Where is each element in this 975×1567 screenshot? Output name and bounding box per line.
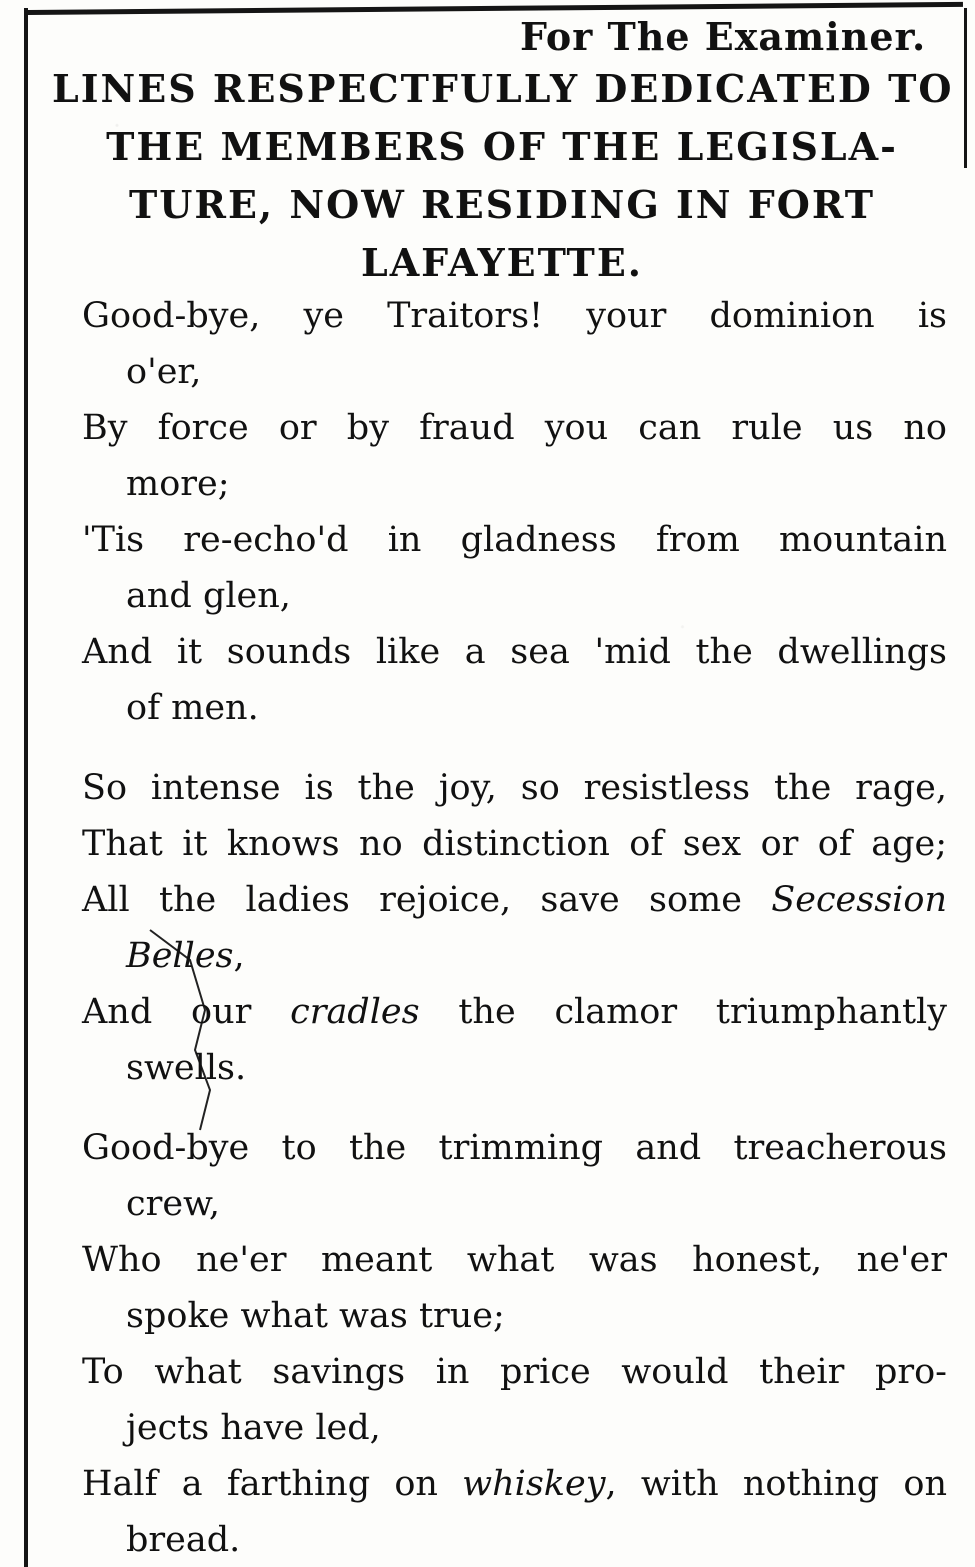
- verse-line: Good-bye to the trimming and treacherous: [82, 1128, 947, 1168]
- stanza: [82, 760, 947, 1096]
- verse-text: the clamor triumphantly: [419, 992, 947, 1032]
- source-line: For The Examiner.: [520, 14, 927, 59]
- verse-text: All the ladies rejoice, save some: [82, 880, 772, 920]
- verse-line-continuation: swells.: [126, 1048, 247, 1088]
- verse-text: ,: [233, 936, 245, 976]
- poem-title: [52, 60, 952, 292]
- stanza: [82, 288, 947, 736]
- verse-italic: cradles: [290, 992, 420, 1032]
- verse-line: That it knows no distinction of sex or of age;: [82, 824, 947, 864]
- verse-line: Who ne'er meant what was honest, ne'er: [82, 1240, 947, 1280]
- verse-line: [82, 1456, 947, 1512]
- stanza: [82, 1120, 947, 1567]
- verse-text: And our: [82, 992, 291, 1032]
- verse-text: , with nothing on: [605, 1464, 947, 1504]
- verse-line: So intense is the joy, so resistless the rage,: [82, 768, 947, 808]
- verse-line-continuation: o'er,: [126, 352, 202, 392]
- verse-line-continuation: of men.: [126, 688, 259, 728]
- verse-italic: whiskey: [462, 1464, 606, 1504]
- verse-line: And it sounds like a sea 'mid the dwellings: [82, 632, 947, 672]
- verse-line-continuation: crew,: [126, 1184, 220, 1224]
- left-border-rule: [24, 8, 28, 1567]
- verse-line: 'Tis re-echo'd in gladness from mountain: [82, 520, 947, 560]
- verse-line-continuation: and glen,: [126, 576, 291, 616]
- verse-line-continuation: [82, 928, 947, 984]
- verse-line-continuation: spoke what was true;: [126, 1296, 505, 1336]
- poem-body: [82, 288, 947, 1567]
- title-line: THE MEMBERS OF THE LEGISLA-: [106, 124, 898, 169]
- verse-line-continuation: bread.: [126, 1520, 241, 1560]
- verse-line-continuation: jects have led,: [126, 1408, 381, 1448]
- title-line: LAFAYETTE.: [360, 240, 644, 285]
- verse-line: Good-bye, ye Traitors! your dominion is: [82, 296, 947, 336]
- verse-text: Half a farthing on: [82, 1464, 463, 1504]
- verse-line-continuation: more;: [126, 464, 230, 504]
- verse-line: To what savings in price would their pro-: [82, 1352, 947, 1392]
- title-line: LINES RESPECTFULLY DEDICATED TO: [52, 66, 954, 111]
- verse-italic: Secession: [771, 880, 947, 920]
- verse-line: [82, 984, 947, 1040]
- title-line: TURE, NOW RESIDING IN FORT: [128, 182, 876, 227]
- right-border-rule: [964, 8, 967, 168]
- verse-line: [82, 872, 947, 928]
- verse-italic: Belles: [126, 936, 234, 976]
- verse-line: By force or by fraud you can rule us no: [82, 408, 947, 448]
